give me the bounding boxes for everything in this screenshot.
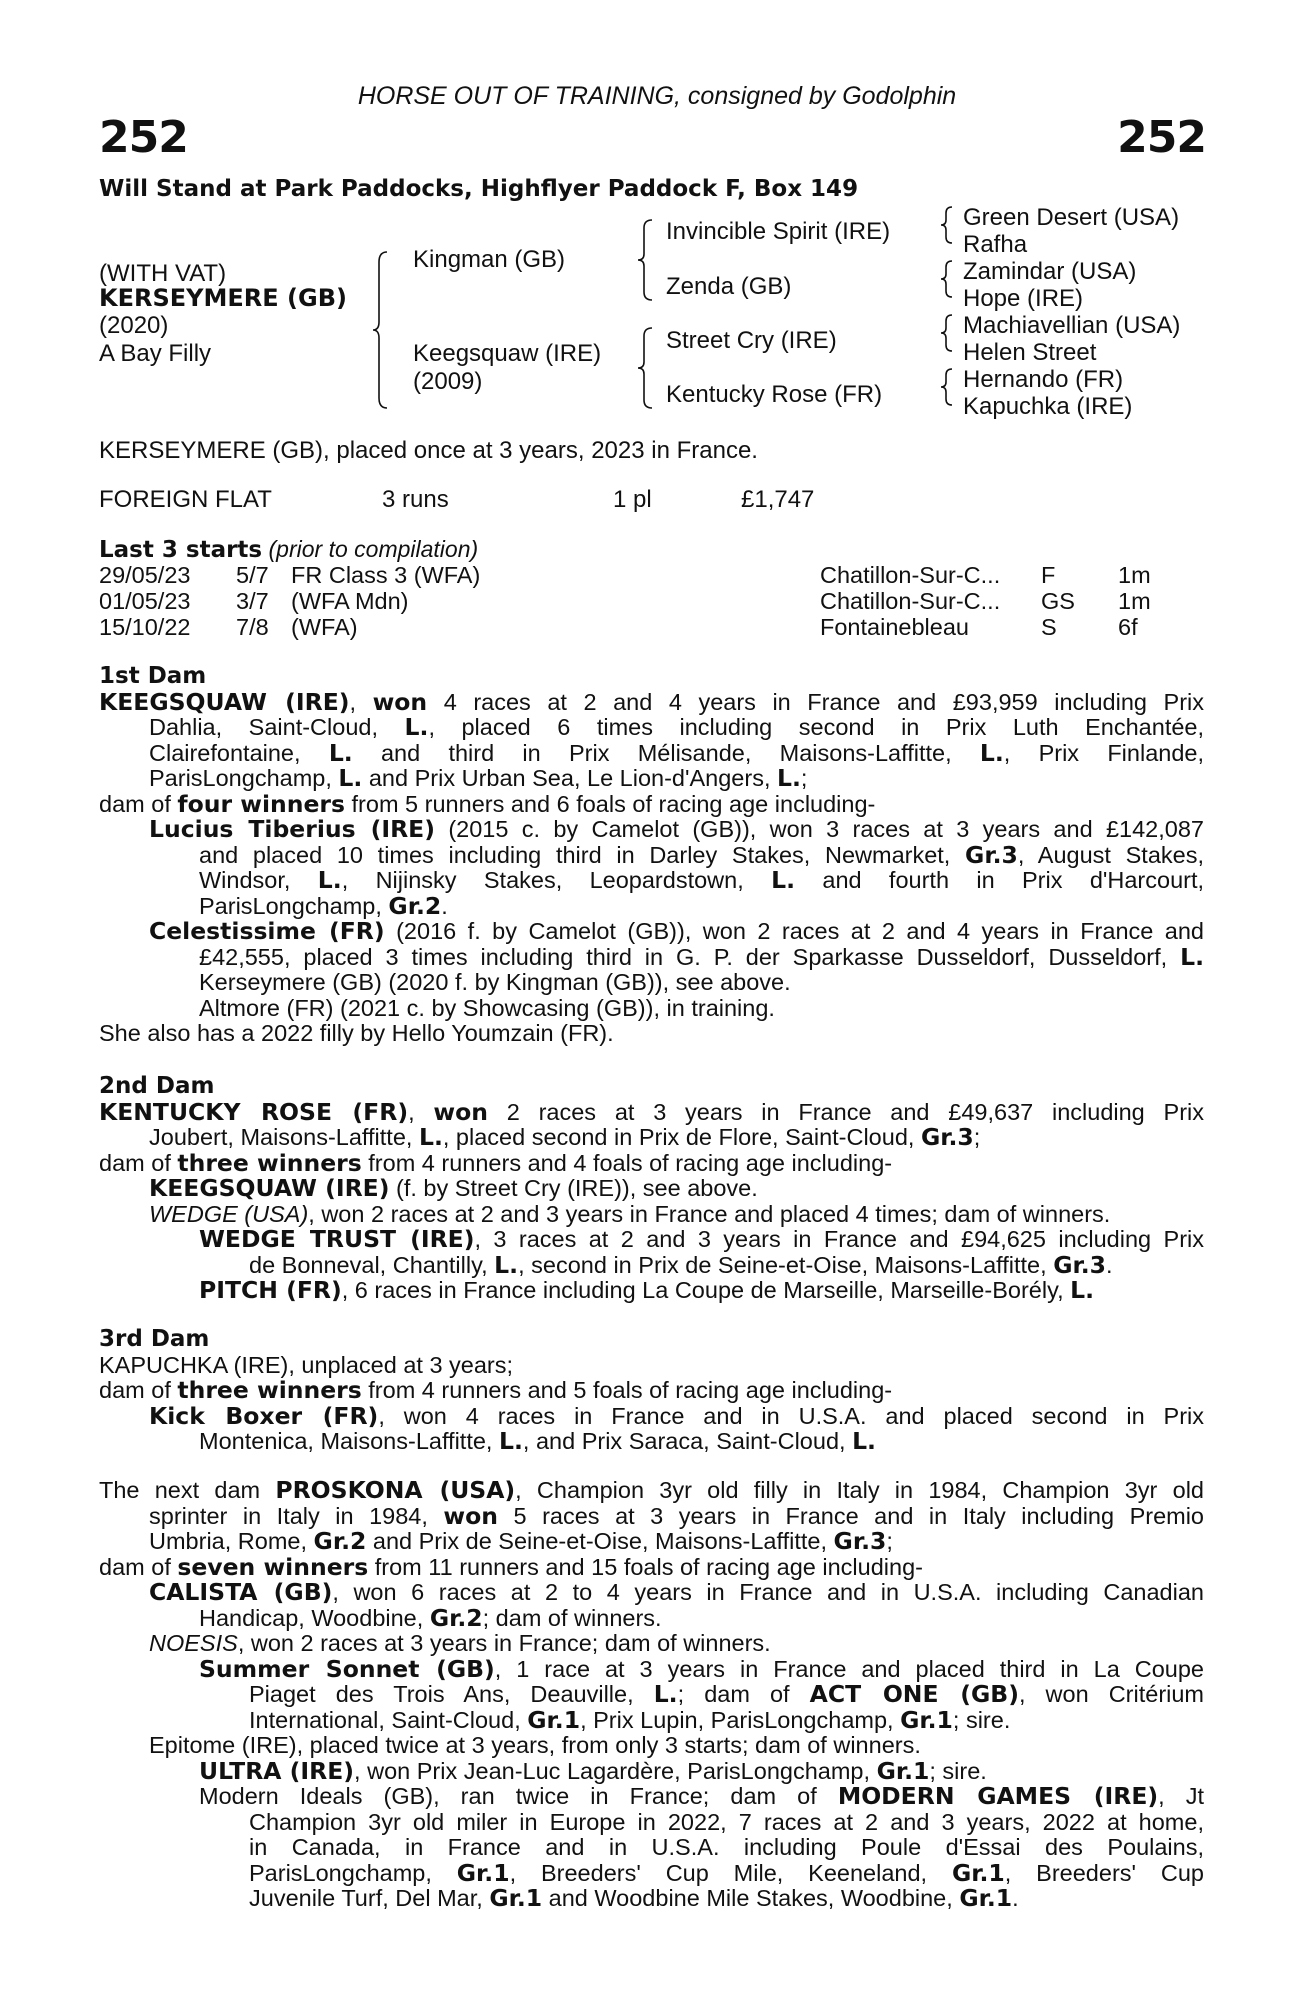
progeny-line: Kerseymere (GB) (2020 f. by Kingman (GB)), see above.: [199, 969, 791, 995]
text: , won Critérium: [1018, 1681, 1205, 1707]
group-mark: Gr.1: [900, 1705, 953, 1734]
group-mark: Gr.2: [429, 1603, 483, 1632]
text: dam of: [99, 790, 171, 817]
ggp-1: Green Desert (USA): [963, 204, 1180, 231]
text: , won 6 races at 2 to 4 years in France and in U.S.A. including Canadian: [332, 1579, 1204, 1605]
text: International, Saint-Cloud,: [249, 1706, 521, 1733]
text: in Canada, in France and in U.S.A. including Poule d'Essai des Poulains,: [249, 1834, 1204, 1860]
text: , Breeders' Cup Mile, Keeneland,: [509, 1859, 928, 1886]
text: and fourth in Prix d'Harcourt,: [822, 867, 1205, 893]
group-mark: Gr.3: [920, 1123, 974, 1151]
progeny-name: Lucius Tiberius (IRE): [149, 815, 435, 843]
text: , won Prix Jean-Luc Lagardère, ParisLongchamp,: [354, 1757, 871, 1784]
group-mark: Gr.1: [527, 1705, 581, 1734]
text: Champion 3yr old miler in Europe in 2022, 7 races at 2 and 3 years, 2022 at home,: [249, 1808, 1204, 1835]
text: Clairefontaine,: [149, 739, 301, 766]
listed-mark: L.: [653, 1680, 678, 1708]
ggp-6: Helen Street: [963, 339, 1097, 366]
start-date: 15/10/22: [99, 614, 191, 640]
listed-mark: L.: [338, 764, 363, 792]
won-label: won: [443, 1501, 498, 1530]
text: de Bonneval, Chantilly,: [249, 1251, 488, 1278]
text: from 4 runners and 5 foals of racing age including-: [368, 1377, 893, 1403]
progeny-line: Epitome (IRE), placed twice at 3 years, from only 3 starts; dam of winners.: [149, 1732, 921, 1758]
group-mark: Gr.2: [388, 891, 442, 920]
first-dam-section: 1st Dam KEEGSQUAW (IRE), won 4 races at 2 and 4 years in France and £93,959 including Prix Dahlia, Saint-Cloud, L., placed 6 times including second in Prix Luth Enchantée, Clairefontaine, L. and third in Prix Mélisande, Maisons-Laffitte, L., Prix Finlande, ParisLongchamp, L. and Prix Urban Sea, Le Lion-d'Angers, L.; dam of four winners from 5 runners and 6 foals of racing age including- Lucius Tiberius (IRE) (2015 c. by Camelot (GB)), won 3 races at 3 years and £142,087 and placed 10 times including third in Darley Stakes, Newmarket, Gr.3, August Stakes, Windsor, L., Nijinsky Stakes, Leopardstown, L. and fourth in Prix d'Harcourt, ParisLongchamp, Gr.2. Celestissime (FR) (2016 f. by Camelot (GB)), won 2 races at 2 and 4 years in France and £42,555, placed 3 times including third in G. P. der Sparkasse Dusseldorf, Dusseldorf, L. Kerseymere (GB) (2020 f. by Kingman (GB)), see above. Altmore (FR) (2021 c. by Showcasing (GB)), in training. She also has a 2022 filly by Hello Youmzain (FR).: [99, 663, 1205, 1046]
text: and Prix Urban Sea, Le Lion-d'Angers,: [368, 765, 771, 791]
progeny-name: CALISTA (GB): [149, 1578, 333, 1606]
section-heading: 2nd Dam: [99, 1073, 215, 1099]
progeny-name: WEDGE (USA): [149, 1200, 309, 1227]
won-label: won: [372, 687, 428, 716]
winners-count: four winners: [177, 789, 345, 818]
text: .: [441, 892, 448, 919]
text: ; sire.: [929, 1757, 987, 1784]
text: .: [1012, 1885, 1019, 1911]
text: , second in Prix de Seine-et-Oise, Maisons-Laffitte,: [518, 1251, 1047, 1278]
text: ParisLongchamp,: [149, 765, 332, 791]
dam-dam: Kentucky Rose (FR): [666, 381, 883, 408]
progeny-name: MODERN GAMES (IRE): [837, 1782, 1159, 1810]
horse-name: KERSEYMERE (GB): [99, 284, 347, 312]
next-dam-section: [99, 1478, 1204, 1912]
progeny-name: Celestissime (FR): [149, 917, 385, 945]
progeny-line: She also has a 2022 filly by Hello Youmzain (FR).: [99, 1020, 614, 1046]
group-mark: Gr.3: [1053, 1250, 1106, 1279]
listed-mark: L.: [852, 1427, 876, 1455]
dam-name: PROSKONA (USA): [275, 1476, 516, 1504]
text: , 1 race at 3 years in France and placed third in La Coupe: [494, 1655, 1205, 1682]
start-race: FR Class 3 (WFA): [291, 562, 481, 588]
text: ;: [886, 1528, 893, 1554]
start-position: 5/7: [236, 562, 269, 588]
text: , 3 races at 2 and 3 years in France and £94,625 including Prix: [474, 1226, 1204, 1252]
text: ParisLongchamp,: [199, 892, 382, 919]
text: , placed second in Prix de Flore, Saint-Cloud,: [442, 1124, 915, 1150]
text: , August Stakes,: [1017, 841, 1205, 868]
ggp-3: Zamindar (USA): [963, 258, 1137, 285]
lot-number-right: 252: [1117, 112, 1206, 163]
progeny-name: Summer Sonnet (GB): [199, 1654, 495, 1683]
listed-mark: L.: [1070, 1276, 1095, 1304]
text: , won 4 races in France and in U.S.A. and placed second in Prix: [378, 1402, 1205, 1429]
start-course: Fontainebleau: [820, 614, 969, 640]
text: Windsor,: [199, 867, 291, 893]
progeny-name: ACT ONE (GB): [809, 1680, 1019, 1708]
text: dam of: [99, 1553, 171, 1580]
start-position: 3/7: [236, 588, 269, 614]
dam-bracket: [640, 326, 660, 412]
text: , Nijinsky Stakes, Leopardstown,: [341, 867, 744, 893]
text: dam of: [99, 1377, 171, 1403]
text: and Prix de Seine-et-Oise, Maisons-Laffitte,: [372, 1528, 828, 1554]
progeny-line: Altmore (FR) (2021 c. by Showcasing (GB)), in training.: [199, 994, 775, 1021]
text: , Champion 3yr old filly in Italy in 1984, Champion 3yr old: [515, 1477, 1204, 1503]
text: 4 races at 2 and 4 years in France and £93,959 including Prix: [443, 688, 1204, 715]
vat-note: (WITH VAT): [99, 260, 227, 287]
text: (2015 c. by Camelot (GB)), won 3 races at 3 years and £142,087: [448, 816, 1204, 842]
progeny-name: PITCH (FR): [199, 1276, 342, 1304]
text: Juvenile Turf, Del Mar,: [249, 1885, 483, 1911]
text: and placed 10 times including third in Darley Stakes, Newmarket,: [199, 841, 951, 868]
start-race: (WFA Mdn): [291, 588, 409, 614]
text: , placed 6 times including second in Prix Luth Enchantée,: [428, 714, 1205, 740]
start-distance: 6f: [1118, 614, 1138, 640]
start-going: F: [1041, 562, 1056, 588]
start-going: GS: [1041, 588, 1075, 614]
last-starts-note: (prior to compilation): [268, 536, 479, 562]
text: Dahlia, Saint-Cloud,: [149, 714, 378, 740]
listed-mark: L.: [317, 866, 342, 894]
progeny-name: ULTRA (IRE): [199, 1756, 355, 1785]
winners-count: three winners: [177, 1148, 362, 1177]
progeny-name: KEEGSQUAW (IRE): [149, 1174, 390, 1202]
listed-mark: L.: [777, 764, 801, 792]
record-runs: 3 runs: [382, 486, 449, 513]
start-distance: 1m: [1118, 562, 1151, 588]
section-heading: 1st Dam: [99, 663, 207, 689]
ggp-7: Hernando (FR): [963, 366, 1124, 393]
record-label: FOREIGN FLAT: [99, 486, 272, 513]
text: , won 2 races at 3 years in France; dam of winners.: [237, 1630, 771, 1656]
start-position: 7/8: [236, 614, 269, 640]
dam-name: Keegsquaw (IRE): [413, 340, 602, 367]
text: ; sire.: [952, 1706, 1011, 1733]
text: £42,555, placed 3 times including third in G. P. der Sparkasse Dusseldorf, Dusseldorf,: [199, 943, 1168, 970]
text: .: [1106, 1251, 1113, 1278]
text: , Breeders' Cup: [1004, 1859, 1204, 1886]
start-date: 29/05/23: [99, 562, 191, 588]
pedigree-bracket-main: [375, 250, 395, 410]
text: (f. by Street Cry (IRE)), see above.: [396, 1175, 758, 1201]
sire-bracket: [640, 218, 660, 304]
text: and Woodbine Mile Stakes, Woodbine,: [548, 1885, 953, 1911]
listed-mark: L.: [404, 713, 429, 741]
text: and third in Prix Mélisande, Maisons-Laffitte,: [380, 739, 952, 766]
group-mark: Gr.3: [833, 1527, 887, 1555]
sire-dam: Zenda (GB): [666, 273, 792, 300]
listed-mark: L.: [979, 738, 1004, 767]
listed-mark: L.: [1180, 942, 1204, 971]
record-earnings: £1,747: [741, 486, 815, 513]
group-mark: Gr.1: [876, 1756, 930, 1785]
won-label: won: [433, 1097, 488, 1126]
section-heading: 3rd Dam: [99, 1326, 210, 1352]
listed-mark: L.: [499, 1427, 523, 1455]
text: Umbria, Rome,: [149, 1528, 308, 1554]
text: ;: [800, 765, 808, 791]
text: , and Prix Saraca, Saint-Cloud,: [522, 1428, 846, 1454]
dam-name: KENTUCKY ROSE (FR): [99, 1097, 409, 1126]
text: sprinter in Italy in 1984,: [149, 1502, 428, 1529]
horse-sex: A Bay Filly: [99, 340, 212, 367]
text: 5 races at 3 years in France and in Italy including Premio: [513, 1502, 1205, 1529]
progeny-name: NOESIS: [149, 1630, 238, 1656]
dam-sire: Street Cry (IRE): [666, 327, 837, 354]
start-date: 01/05/23: [99, 588, 191, 614]
stand-location: Will Stand at Park Paddocks, Highflyer Paddock F, Box 149: [99, 176, 859, 202]
listed-mark: L.: [771, 866, 796, 894]
last-starts-title: Last 3 starts: [99, 537, 263, 563]
ggp-5: Machiavellian (USA): [963, 312, 1181, 339]
sire-name: Kingman (GB): [413, 246, 566, 273]
text: ; dam of winners.: [482, 1604, 662, 1631]
ggp-4: Hope (IRE): [963, 285, 1084, 312]
text: from 4 runners and 4 foals of racing age including-: [368, 1149, 893, 1176]
dam-name: KEEGSQUAW (IRE): [99, 687, 350, 716]
text: Piaget des Trois Ans, Deauville,: [249, 1681, 634, 1707]
text: , 6 races in France including La Coupe de Marseille, Marseille-Borély,: [341, 1277, 1064, 1303]
text: , won 2 races at 2 and 3 years in France and placed 4 times; dam of winners.: [308, 1200, 1111, 1227]
group-mark: Gr.3: [965, 840, 1018, 869]
group-mark: Gr.1: [489, 1884, 543, 1912]
start-course: Chatillon-Sur-C...: [820, 588, 1001, 614]
listed-mark: L.: [418, 1123, 443, 1151]
text: , Prix Finlande,: [1003, 739, 1204, 766]
progeny-name: WEDGE TRUST (IRE): [199, 1225, 475, 1253]
winners-count: seven winners: [177, 1552, 369, 1581]
text: ParisLongchamp,: [249, 1859, 432, 1886]
text: Joubert, Maisons-Laffitte,: [149, 1124, 413, 1150]
text: (2016 f. by Camelot (GB)), won 2 races at 2 and 4 years in France and: [396, 918, 1205, 944]
group-mark: Gr.1: [959, 1884, 1013, 1912]
text: Modern Ideals (GB), ran twice in France; dam of: [199, 1783, 817, 1809]
winners-count: three winners: [177, 1376, 362, 1404]
ggp-2: Rafha: [963, 231, 1028, 258]
text: from 11 runners and 15 foals of racing age including-: [374, 1553, 923, 1580]
start-distance: 1m: [1118, 588, 1151, 614]
text: , Jt: [1158, 1783, 1204, 1809]
progeny-name: Kick Boxer (FR): [149, 1401, 379, 1430]
start-going: S: [1041, 614, 1057, 640]
text: The next dam: [99, 1477, 261, 1503]
text: dam of: [99, 1149, 171, 1176]
lot-number-left: 252: [99, 112, 188, 163]
start-course: Chatillon-Sur-C...: [820, 562, 1001, 588]
listed-mark: L.: [494, 1250, 519, 1279]
group-mark: Gr.1: [456, 1858, 510, 1887]
group-mark: Gr.1: [951, 1858, 1005, 1887]
dam-line: KAPUCHKA (IRE), unplaced at 3 years;: [99, 1351, 514, 1378]
race-summary: KERSEYMERE (GB), placed once at 3 years, 2023 in France.: [99, 437, 758, 464]
sire-sire: Invincible Spirit (IRE): [666, 218, 891, 245]
record-placed: 1 pl: [613, 486, 652, 513]
dam-year: (2009): [413, 368, 483, 395]
ggp-8: Kapuchka (IRE): [963, 393, 1133, 420]
ggp-brackets: [940, 205, 958, 415]
text: Montenica, Maisons-Laffitte,: [199, 1428, 493, 1454]
text: ;: [973, 1124, 981, 1150]
text: , Prix Lupin, ParisLongchamp,: [580, 1706, 894, 1733]
text: Handicap, Woodbine,: [199, 1604, 424, 1631]
consignment-header: HORSE OUT OF TRAINING, consigned by Godolphin: [357, 82, 957, 110]
listed-mark: L.: [328, 738, 353, 767]
text: ; dam of: [677, 1681, 790, 1707]
group-mark: Gr.2: [313, 1527, 367, 1555]
text: from 5 runners and 6 foals of racing age including-: [351, 790, 876, 817]
third-dam-section: [99, 1327, 1204, 1455]
second-dam-section: 2nd Dam KENTUCKY ROSE (FR), won 2 races at 3 years in France and £49,637 including Prix Joubert, Maisons-Laffitte, L., placed second in Prix de Flore, Saint-Cloud, Gr.3; dam of three winners from 4 runners and 4 foals of racing age including- KEEGSQUAW (IRE) (f. by Street Cry (IRE)), see above. WEDGE (USA), won 2 races at 2 and 3 years in France and placed 4 times; dam of winners. WEDGE TRUST (IRE), 3 races at 2 and 3 years in France and £94,625 including Prix de Bonneval, Chantilly, L., second in Prix de Seine-et-Oise, Maisons-Laffitte, Gr.3. PITCH (FR), 6 races in France including La Coupe de Marseille, Marseille-Borély, L.: [99, 1073, 1205, 1304]
text: 2 races at 3 years in France and £49,637 including Prix: [506, 1098, 1205, 1125]
start-race: (WFA): [291, 614, 358, 640]
horse-year: (2020): [99, 312, 169, 339]
